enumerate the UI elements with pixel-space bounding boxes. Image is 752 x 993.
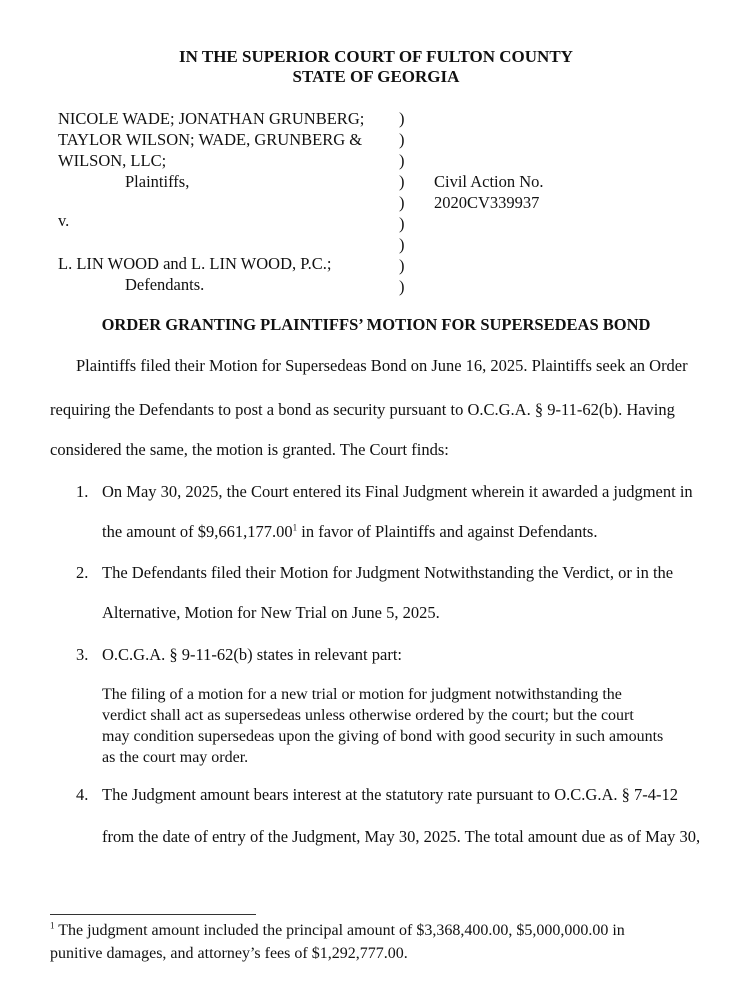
caption-paren: ) <box>399 256 405 275</box>
plaintiffs-line-3: WILSON, LLC; <box>58 151 167 170</box>
finding-1-tail: in favor of Plaintiffs and against Defendants. <box>297 522 598 541</box>
plaintiffs-line-1: NICOLE WADE; JONATHAN GRUNBERG; <box>58 109 365 128</box>
quote-line-1: The filing of a motion for a new trial or motion for judgment notwithstanding the <box>102 686 622 703</box>
caption-paren: ) <box>399 193 405 212</box>
caption-paren: ) <box>399 151 405 170</box>
plaintiffs-line-2: TAYLOR WILSON; WADE, GRUNBERG & <box>58 130 363 149</box>
quote-line-2: verdict shall act as supersedeas unless otherwise ordered by the court; but the court <box>102 707 634 724</box>
finding-1-amount: the amount of $9,661,177.00 <box>102 522 293 541</box>
civil-action-label: Civil Action No. <box>434 172 544 191</box>
caption-paren: ) <box>399 172 405 191</box>
finding-3-line-1: O.C.G.A. § 9-11-62(b) states in relevant part: <box>102 645 402 664</box>
defendants-line: L. LIN WOOD and L. LIN WOOD, P.C.; <box>58 254 332 273</box>
plaintiffs-label: Plaintiffs, <box>125 172 190 191</box>
finding-1-number: 1. <box>76 482 89 501</box>
footnote-text: The judgment amount included the principal amount of $3,368,400.00, $5,000,000.00 in <box>58 922 625 939</box>
order-title: ORDER GRANTING PLAINTIFFS’ MOTION FOR SUPERSEDEAS BOND <box>101 315 651 334</box>
finding-2-number: 2. <box>76 563 89 582</box>
statute-quote <box>102 684 702 768</box>
finding-1-line-1: On May 30, 2025, the Court entered its Final Judgment wherein it awarded a judgment in <box>102 482 693 501</box>
court-name: IN THE SUPERIOR COURT OF FULTON COUNTY <box>179 47 573 66</box>
caption-paren: ) <box>399 214 405 233</box>
footnote-divider <box>50 914 256 915</box>
intro-line-3: considered the same, the motion is granted. The Court finds: <box>50 440 449 459</box>
civil-action-number: 2020CV339937 <box>434 193 540 212</box>
versus: v. <box>58 211 70 230</box>
caption-paren: ) <box>399 130 405 149</box>
caption-paren: ) <box>399 277 405 296</box>
finding-2-line-2: Alternative, Motion for New Trial on June 5, 2025. <box>102 603 440 622</box>
footnote-marker: 1 <box>50 920 55 931</box>
finding-1-line-2 <box>102 522 597 542</box>
finding-4-line-2: from the date of entry of the Judgment, May 30, 2025. The total amount due as of May 30, <box>102 827 701 846</box>
finding-3-number: 3. <box>76 645 89 664</box>
footnote-reference: 1 <box>292 522 298 533</box>
footnote-line-1 <box>50 922 625 940</box>
caption-paren: ) <box>399 235 405 254</box>
finding-4-line-1: The Judgment amount bears interest at the statutory rate pursuant to O.C.G.A. § 7-4-12 <box>102 785 678 804</box>
intro-line-1: Plaintiffs filed their Motion for Supersedeas Bond on June 16, 2025. Plaintiffs seek an Order <box>76 356 688 375</box>
finding-2-line-1: The Defendants filed their Motion for Judgment Notwithstanding the Verdict, or in the <box>102 563 674 582</box>
court-state: STATE OF GEORGIA <box>292 67 460 86</box>
quote-line-4: as the court may order. <box>102 749 249 766</box>
quote-line-3: may condition supersedeas upon the giving of bond with good security in such amounts <box>102 728 664 745</box>
footnote-line-2: punitive damages, and attorney’s fees of $1,292,777.00. <box>50 945 408 962</box>
defendants-label: Defendants. <box>125 275 205 294</box>
caption-paren: ) <box>399 109 405 128</box>
finding-4-number: 4. <box>76 785 89 804</box>
intro-line-2: requiring the Defendants to post a bond as security pursuant to O.C.G.A. § 9-11-62(b). Having <box>50 400 675 419</box>
